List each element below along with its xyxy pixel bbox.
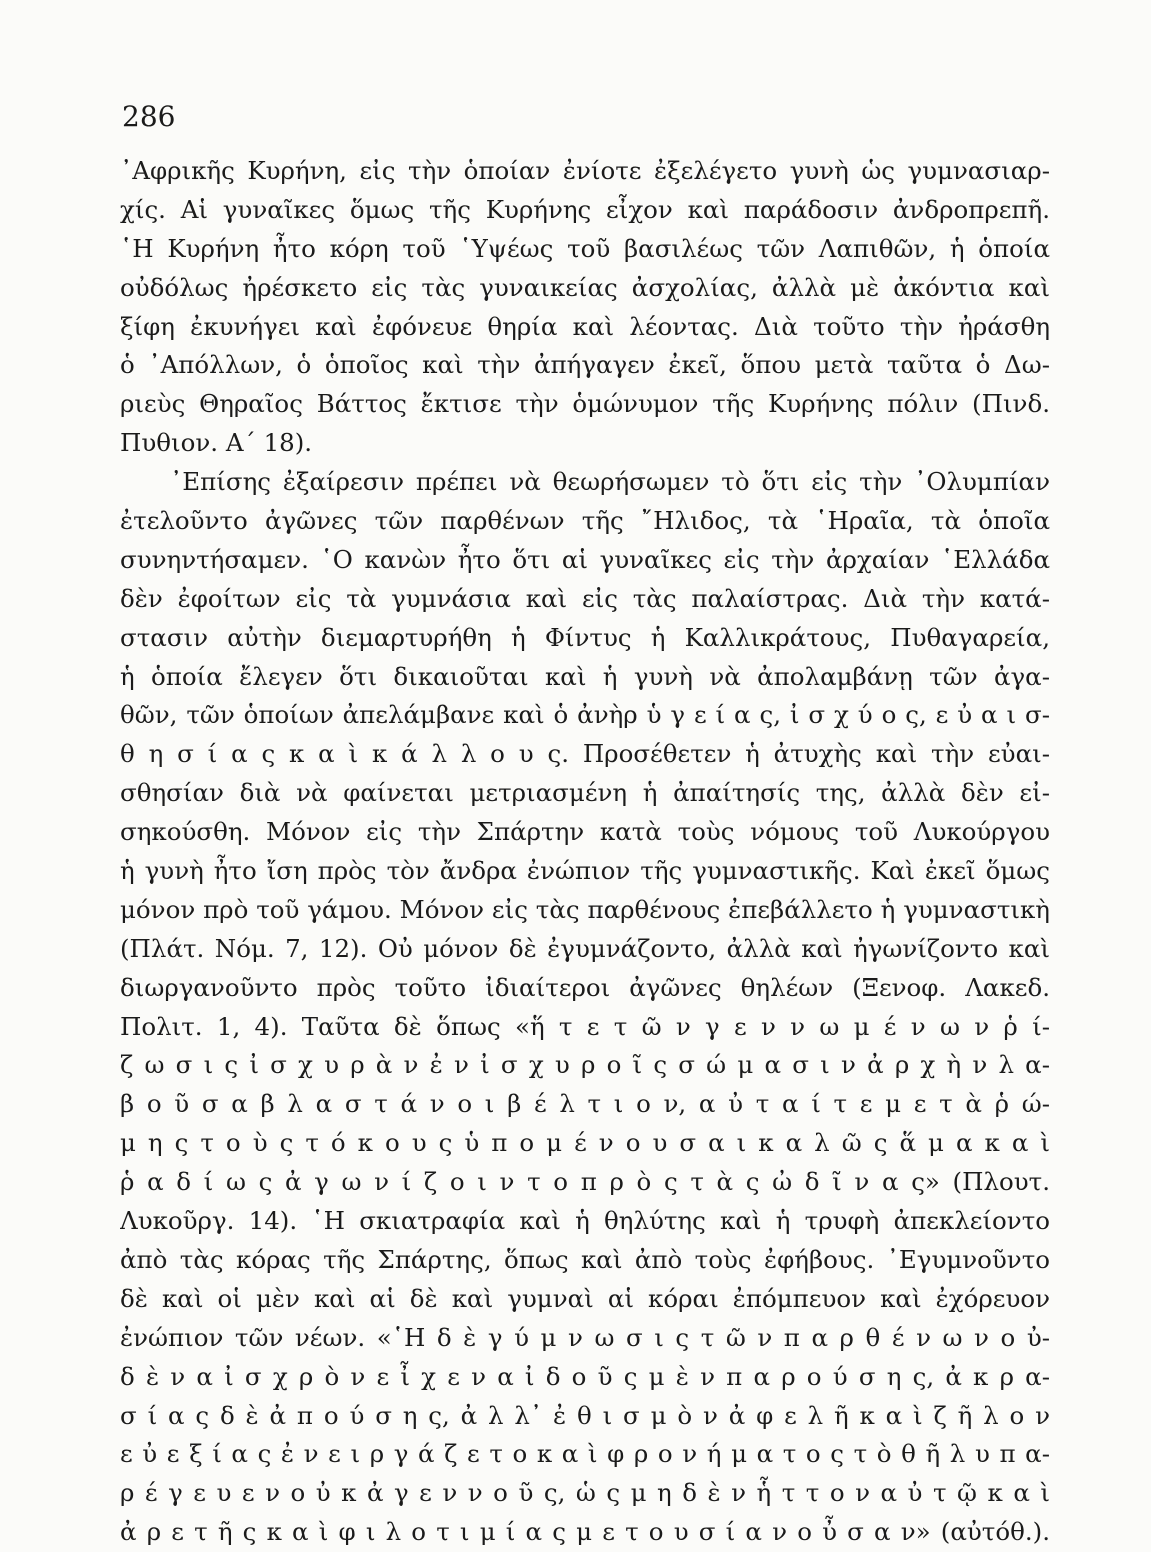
text-line: χίς. Αἱ γυναῖκες ὅμως τῆς Κυρήνης εἶχον καὶ παράδοσιν ἀνδροπρεπῆ. [120, 194, 1050, 224]
text-line: ρ έ γ ε υ ε ν ο ὐ κ ἀ γ ε ν ν ο ῦ ς, ὡ ς μ η δ ὲ ν ἧ τ τ ο ν α ὐ τ ῷ κ α ὶ [120, 1478, 1050, 1508]
text-line: σηκούσθη. Μόνον εἰς τὴν Σπάρτην κατὰ τοὺς νόμους τοῦ Λυκούργου [120, 817, 1050, 847]
text-line: ᾿Αφρικῆς Κυρήνη, εἰς τὴν ὁποίαν ἐνίοτε ἐξελέγετο γυνὴ ὡς γυμνασιαρ- [120, 156, 1050, 185]
text-line: ἐτελοῦντο ἀγῶνες τῶν παρθένων τῆς ῎Ηλιδος, τὰ ῾Ηραῖα, τὰ ὁποῖα [120, 506, 1050, 536]
text-line: στασιν αὐτὴν διεμαρτυρήθη ἡ Φίντυς ἡ Καλλικράτους, Πυθαγαρεία, [120, 622, 1050, 652]
text-line: ἡ ὁποία ἔλεγεν ὅτι δικαιοῦται καὶ ἡ γυνὴ νὰ ἀπολαμβάνῃ τῶν ἀγα- [120, 661, 1050, 691]
text-line: δὲν ἐφοίτων εἰς τὰ γυμνάσια καὶ εἰς τὰς παλαίστρας. Διὰ τὴν κατά- [120, 583, 1050, 613]
text-line: ᾿Επίσης ἐξαίρεσιν πρέπει νὰ θεωρήσωμεν τὸ ὅτι εἰς τὴν ᾿Ολυμπίαν [170, 467, 1050, 497]
text-line: ριεὺς Θηραῖος Βάττος ἔκτισε τὴν ὁμώνυμον τῆς Κυρήνης πόλιν (Πινδ. [120, 389, 1050, 419]
text-line: ε ὐ ε ξ ί α ς ἐ ν ε ι ρ γ ά ζ ε τ ο κ α ὶ φ ρ ο ν ή μ α τ ο ς τ ὸ θ ῆ λ υ π α- [120, 1439, 1050, 1469]
text-line: μ η ς τ ο ὺ ς τ ό κ ο υ ς ὑ π ο μ έ ν ο υ σ α ι κ α λ ῶ ς ἅ μ α κ α ὶ [120, 1128, 1050, 1158]
text-line: σθησίαν διὰ νὰ φαίνεται μετριασμένη ἡ ἀπαίτησίς της, ἀλλὰ δὲν εἰ- [120, 778, 1050, 808]
text-line: Πυθιον. Α´ 18). [120, 428, 313, 458]
text-line: Πολιτ. 1, 4). Ταῦτα δὲ ὅπως «ἥ τ ε τ ῶ ν γ ε ν ν ω μ έ ν ω ν ῥ ί- [120, 1011, 1050, 1041]
text-line: δ ὲ ν α ἰ σ χ ρ ὸ ν ε ἶ χ ε ν α ἰ δ ο ῦ ς μ ὲ ν π α ρ ο ύ σ η ς, ἀ κ ρ α- [120, 1361, 1050, 1391]
text-line: ἀπὸ τὰς κόρας τῆς Σπάρτης, ὅπως καὶ ἀπὸ τοὺς ἐφήβους. ᾿Εγυμνοῦντο [120, 1244, 1050, 1274]
text-line: ἐνώπιον τῶν νέων. «῾Η δ ὲ γ ύ μ ν ω σ ι ς τ ῶ ν π α ρ θ έ ν ω ν ο ὐ- [120, 1322, 1050, 1352]
text-line: Λυκοῦργ. 14). ῾Η σκιατραφία καὶ ἡ θηλύτης καὶ ἡ τρυφὴ ἀπεκλείοντο [120, 1206, 1050, 1236]
text-line: ἀ ρ ε τ ῆ ς κ α ὶ φ ι λ ο τ ι μ ί α ς μ ε τ ο υ σ ί α ν ο ὖ σ α ν» (αὐτόθ.). [120, 1517, 1050, 1547]
text-line: ὁ ᾿Απόλλων, ὁ ὁποῖος καὶ τὴν ἀπήγαγεν ἐκεῖ, ὅπου μετὰ ταῦτα ὁ Δω- [120, 350, 1050, 380]
page-number: 286 [122, 100, 176, 133]
text-line: ζ ω σ ι ς ἰ σ χ υ ρ ὰ ν ἐ ν ἰ σ χ υ ρ ο ῖ ς σ ώ μ α σ ι ν ἀ ρ χ ὴ ν λ α- [120, 1050, 1050, 1080]
text-line: διωργανοῦντο πρὸς τοῦτο ἰδιαίτεροι ἀγῶνες θηλέων (Ξενοφ. Λακεδ. [120, 972, 1050, 1002]
text-line: σ ί α ς δ ὲ ἀ π ο ύ σ η ς, ἀ λ λ᾿ ἐ θ ι σ μ ὸ ν ἀ φ ε λ ῆ κ α ὶ ζ ῆ λ ο ν [120, 1400, 1050, 1430]
text-line: συνηντήσαμεν. ῾Ο κανὼν ἦτο ὅτι αἱ γυναῖκες εἰς τὴν ἀρχαίαν ῾Ελλάδα [120, 544, 1050, 574]
text-line: μόνον πρὸ τοῦ γάμου. Μόνον εἰς τὰς παρθένους ἐπεβάλλετο ἡ γυμναστικὴ [120, 894, 1050, 924]
text-line: οὐδόλως ἠρέσκετο εἰς τὰς γυναικείας ἀσχολίας, ἀλλὰ μὲ ἀκόντια καὶ [120, 272, 1050, 302]
text-line: ῥ α δ ί ω ς ἀ γ ω ν ί ζ ο ι ν τ ο π ρ ὸ ς τ ὰ ς ὠ δ ῖ ν α ς» (Πλουτ. [120, 1167, 1050, 1197]
text-line: θῶν, τῶν ὁποίων ἀπελάμβανε καὶ ὁ ἀνὴρ ὑ γ ε ί α ς, ἰ σ χ ύ ο ς, ε ὐ α ι σ- [120, 700, 1050, 730]
text-line: ῾Η Κυρήνη ἦτο κόρη τοῦ ῾Υψέως τοῦ βασιλέως τῶν Λαπιθῶν, ἡ ὁποία [120, 233, 1050, 263]
text-line: β ο ῦ σ α β λ α σ τ ά ν ο ι β έ λ τ ι ο ν, α ὐ τ α ί τ ε μ ε τ ὰ ῥ ώ- [120, 1089, 1050, 1119]
text-line: θ η σ ί α ς κ α ὶ κ ά λ λ ο υ ς. Προσέθετεν ἡ ἀτυχὴς καὶ τὴν εὐαι- [120, 739, 1050, 769]
text-line: ἡ γυνὴ ἦτο ἴση πρὸς τὸν ἄνδρα ἐνώπιον τῆς γυμναστικῆς. Καὶ ἐκεῖ ὅμως [120, 856, 1050, 886]
body-text [120, 152, 1050, 1552]
text-line: ξίφη ἐκυνήγει καὶ ἐφόνευε θηρία καὶ λέοντας. Διὰ τοῦτο τὴν ἠράσθη [120, 311, 1050, 341]
text-line: δὲ καὶ οἱ μὲν καὶ αἱ δὲ καὶ γυμναὶ αἱ κόραι ἐπόμπευον καὶ ἐχόρευον [120, 1283, 1050, 1313]
text-line: (Πλάτ. Νόμ. 7, 12). Οὐ μόνον δὲ ἐγυμνάζοντο, ἀλλὰ καὶ ἠγωνίζοντο καὶ [120, 933, 1050, 963]
